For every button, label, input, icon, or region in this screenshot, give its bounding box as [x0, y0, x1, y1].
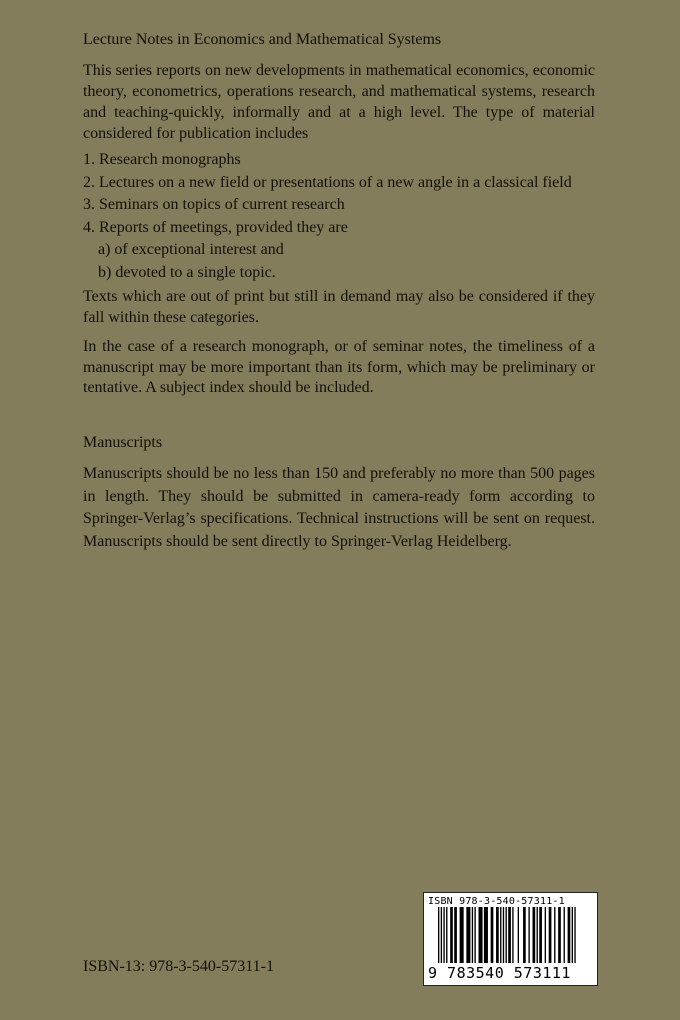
barcode-bar: [441, 907, 442, 963]
barcode-bar: [506, 907, 507, 963]
barcode-digits: 9 783540 573111: [428, 964, 571, 982]
barcode-bar: [466, 907, 470, 963]
manuscripts-paragraph: Manuscripts should be no less than 150 and preferably no more than 500 pages in length. They should be submitted in camera-ready form according to Springer-Verlag’s specifications. Technical instructions will be sent on request. Manuscripts should be sent directly to Springer-Verlag Heidelberg.: [83, 465, 595, 550]
barcode-bar: [518, 907, 519, 963]
intro-paragraph: This series reports on new developments in mathematical economics, economic theory, econometrics, operations research, and mathematical systems, research and teaching-quickly, informally and at a high level. The type of material considered for publication includes: [83, 62, 595, 142]
list-item: 2. Lectures on a new field or presentations of a new angle in a classical field: [83, 173, 572, 191]
list-item: 4. Reports of meetings, provided they are: [83, 218, 348, 236]
series-title: Lecture Notes in Economics and Mathematical Systems: [83, 31, 442, 48]
timeliness-paragraph: In the case of a research monograph, or of seminar notes, the timeliness of a manuscript may be more important than its form, which may be preliminary or tentative. A subject index should be included.: [83, 338, 595, 396]
barcode-bar: [500, 907, 501, 963]
barcode-bar: [533, 907, 536, 963]
barcode-bar: [474, 907, 475, 963]
barcode-bar: [558, 907, 561, 963]
barcode-bar: [554, 907, 555, 963]
barcode-bar: [512, 907, 513, 963]
barcode-bar: [443, 907, 444, 963]
barcode-bars: [424, 907, 597, 965]
barcode-bar: [564, 907, 565, 963]
barcode-bar: [545, 907, 546, 963]
barcode-bar: [479, 907, 483, 963]
barcode-bar: [450, 907, 453, 963]
barcode-bar: [572, 907, 573, 963]
list-item: 1. Research monographs: [83, 151, 241, 168]
barcode-bar: [438, 907, 439, 963]
barcode-bar: [503, 907, 504, 963]
isbn13-label: ISBN-13: 978-3-540-57311-1: [83, 958, 274, 975]
material-list: [83, 149, 595, 284]
sub-list-item: b) devoted to a single topic.: [98, 263, 276, 281]
barcode-bar: [528, 907, 529, 963]
barcode-bar: [454, 907, 457, 963]
barcode-bar: [523, 907, 526, 963]
list-item: 3. Seminars on topics of current research: [83, 196, 345, 213]
barcode-bar: [472, 907, 473, 963]
barcode-bar: [496, 907, 499, 963]
manuscripts-heading: Manuscripts: [83, 434, 163, 451]
barcode-isbn-text: ISBN 978-3-540-57311-1: [428, 896, 565, 907]
barcode-bar: [460, 907, 464, 963]
barcode-bar: [568, 907, 571, 963]
isbn-barcode: [423, 892, 598, 986]
sub-list-item: a) of exceptional interest and: [98, 241, 284, 258]
barcode-bar: [484, 907, 488, 963]
barcode-bar: [446, 907, 447, 963]
barcode-bar: [537, 907, 538, 963]
barcode-bar: [508, 907, 511, 963]
out-of-print-paragraph: Texts which are out of print but still in demand may also be considered if they fall within these categories.: [83, 288, 595, 326]
barcode-bar: [549, 907, 552, 963]
barcode-bar: [539, 907, 542, 963]
barcode-bar: [491, 907, 494, 963]
barcode-bar: [574, 907, 575, 963]
